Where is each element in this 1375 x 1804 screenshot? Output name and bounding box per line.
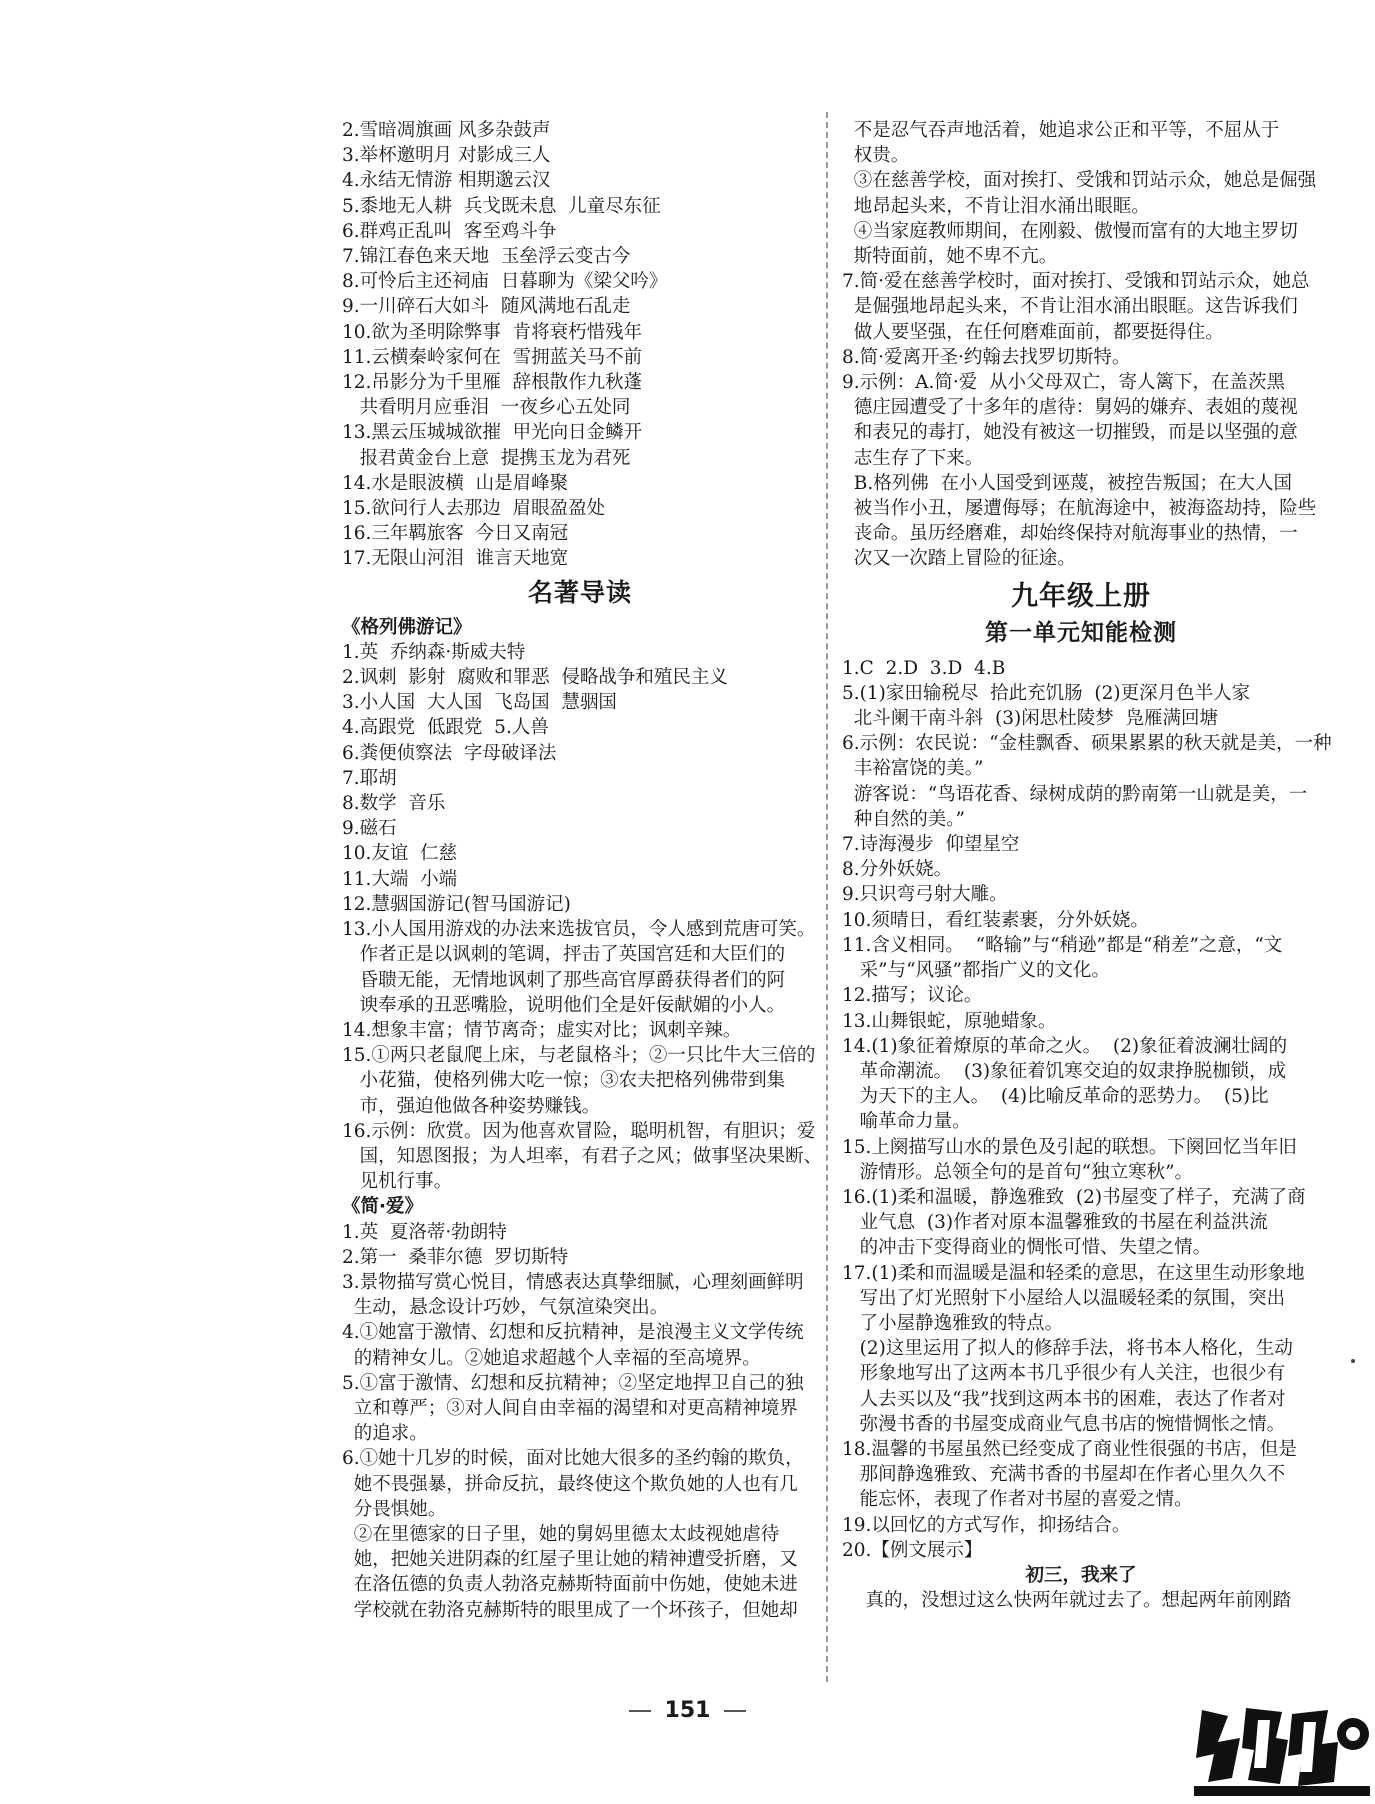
answer-line: 作者正是以讽刺的笔调，抨击了英国宫廷和大臣们的	[342, 944, 786, 966]
answer-line: 7.诗海漫步 仰望星空	[842, 834, 1020, 856]
answer-line: 的冲击下变得商业的惆怅可惜、失望之情。	[842, 1237, 1212, 1259]
answer-line: 6.示例：农民说：“金桂飘香、硕果累累的秋天就是美，一种	[842, 733, 1332, 755]
answer-line: 9.示例：A.简·爱 从小父母双亡，寄人篱下，在盖茨黑	[842, 372, 1286, 394]
answer-line: 3.景物描写赏心悦目，情感表达真挚细腻，心理刻画鲜明	[342, 1271, 804, 1293]
answer-line: 20.【例文展示】	[842, 1539, 983, 1561]
answer-line: 8.分外妖娆。	[842, 859, 953, 881]
answer-line: 15.①两只老鼠爬上床，与老鼠格斗；②一只比牛大三倍的	[342, 1045, 816, 1067]
answer-line: 13.黑云压城城欲摧 甲光向日金鳞开	[342, 422, 643, 444]
answer-line: 是倔强地昂起头来，不肯让泪水涌出眼眶。这告诉我们	[842, 296, 1298, 318]
answer-line: 12.吊影分为千里雁 辞根散作九秋蓬	[342, 372, 643, 394]
answer-line: 分畏惧她。	[342, 1498, 447, 1520]
answer-line: 喻革命力量。	[842, 1111, 971, 1133]
answer-line: 了小屋静逸雅致的特点。	[842, 1312, 1064, 1334]
answer-line: 见机行事。	[342, 1171, 453, 1193]
answer-line: 北斗阑干南斗斜 (3)闲思杜陵梦 凫雁满回塘	[842, 708, 1218, 730]
scan-speck	[1351, 1359, 1355, 1363]
answer-line: 7.简·爱在慈善学校时，面对挨打、受饿和罚站示众，她总	[842, 271, 1310, 293]
answer-line: B.格列佛 在小人国受到诬蔑，被控告叛国；在大人国	[842, 472, 1293, 494]
answer-line: 斯特面前，她不卑不亢。	[842, 246, 1058, 268]
answer-line: 德庄园遭受了十多年的虐待：舅妈的嫌弃、表姐的蔑视	[842, 397, 1298, 419]
answer-line: 生动，悬念设计巧妙，气氛渲染突出。	[342, 1297, 669, 1319]
answer-line: 形象地写出了这两本书几乎很少有人关注，也很少有	[842, 1363, 1286, 1385]
answer-line: (2)这里运用了拟人的修辞手法，将书本人格化，生动	[842, 1338, 1293, 1360]
answer-line: 3.举杯邀明月 对影成三人	[342, 145, 551, 167]
answer-line: 15.上阕描写山水的景色及引起的联想。下阕回忆当年旧	[842, 1136, 1297, 1158]
answer-line: 志生存了下来。	[842, 447, 984, 469]
answer-line: 16.示例：欣赏。因为他喜欢冒险，聪明机智，有胆识；爱	[342, 1120, 816, 1142]
essay-first-line: 真的，没想过这么快两年就过去了。想起两年前刚踏	[842, 1590, 1292, 1612]
answer-line: ④当家庭教师期间，在刚毅、傲慢而富有的大地主罗切	[842, 220, 1298, 242]
answer-line: 10.友谊 仁慈	[342, 843, 458, 865]
answer-line: 13.山舞银蛇，原驰蜡象。	[842, 1010, 1057, 1032]
answer-line: 谀奉承的丑恶嘴脸，说明他们全是奸佞献媚的小人。	[342, 994, 786, 1016]
answer-line: 为天下的主人。 (4)比喻反革命的恶势力。 (5)比	[842, 1086, 1269, 1108]
answer-line: 11.大端 小端	[342, 868, 458, 890]
answer-line: 18.温馨的书屋虽然已经变成了商业性很强的书店，但是	[842, 1438, 1297, 1460]
answer-line: 国，知恩图报；为人坦率，有君子之风；做事坚决果断、	[342, 1145, 823, 1167]
page-number-dash-left	[629, 1710, 651, 1712]
answer-line: 权贵。	[842, 145, 910, 167]
unit-title: 第一单元知能检测	[985, 619, 1177, 646]
book-title-jane-eyre: 《简·爱》	[342, 1196, 424, 1218]
answer-line: 和表兄的毒打，她没有被这一切摧毁，而是以坚强的意	[842, 422, 1298, 444]
right-column	[842, 118, 1332, 1613]
page-number	[0, 1698, 1375, 1723]
answer-line: 10.欲为圣明除弊事 肯将衰朽惜残年	[342, 321, 643, 343]
jane-eyre-answers-continued	[842, 118, 1320, 572]
answer-line: 地昂起头来，不肯让泪水涌出眼眶。	[842, 195, 1150, 217]
answer-line: ②在里德家的日子里，她的舅妈里德太太歧视她虐待	[342, 1523, 780, 1545]
answer-line: 11.含义相同。 “略输”与“稍逊”都是“稍差”之意，“文	[842, 934, 1283, 956]
answer-line: 做人要坚强，在任何磨难面前，都要挺得住。	[842, 321, 1224, 343]
answer-line: 14.(1)象征着燎原的革命之火。 (2)象征着波澜壮阔的	[842, 1035, 1288, 1057]
answer-line: 人去买以及“我”找到这两本书的困难，表达了作者对	[842, 1388, 1286, 1410]
answer-line: 她不畏强暴，拼命反抗，最终使这个欺负她的人也有几	[342, 1473, 798, 1495]
answer-line: 11.云横秦岭家何在 雪拥蓝关马不前	[342, 346, 643, 368]
answer-line: 游情形。总领全句的是首句“独立寒秋”。	[842, 1161, 1194, 1183]
answer-line: ③在慈善学校，面对挨打、受饿和罚站示众，她总是倔强	[842, 170, 1317, 192]
answer-line: 17.(1)柔和而温暖是温和轻柔的意思，在这里生动形象地	[842, 1262, 1305, 1284]
answer-line: 1.英 夏洛蒂·勃朗特	[342, 1221, 507, 1243]
answer-line: 小花猫，使格列佛大吃一惊；③农夫把格列佛带到集	[342, 1070, 786, 1092]
answer-line: 2.讽刺 影射 腐败和罪恶 侵略战争和殖民主义	[342, 667, 728, 689]
jane-eyre-answers	[342, 1220, 818, 1623]
answer-line: 8.简·爱离开圣·约翰去找罗切斯特。	[842, 346, 1131, 368]
answer-line: 16.(1)柔和温暖，静逸雅致 (2)书屋变了样子，充满了商	[842, 1186, 1306, 1208]
section-title: 名著导读	[527, 577, 632, 607]
answer-line: 采”与“风骚”都指广义的文化。	[842, 960, 1111, 982]
answer-line: 革命潮流。 (3)象征着饥寒交迫的奴隶挣脱枷锁，成	[842, 1060, 1287, 1082]
answer-line: 弥漫书香的书屋变成商业气息书店的惋惜惆怅之情。	[842, 1413, 1286, 1435]
grade-title: 九年级上册	[1011, 580, 1151, 612]
answer-line: 12.描写；议论。	[842, 985, 983, 1007]
answer-line: 4.高跟党 低跟党 5.人兽	[342, 717, 549, 739]
answer-line: 的追求。	[342, 1423, 428, 1445]
answer-line: 游客说：“鸟语花香、绿树成荫的黔南第一山就是美，一	[842, 783, 1308, 805]
answer-line: 14.想象丰富；情节离奇；虚实对比；讽刺辛辣。	[342, 1019, 742, 1041]
watermark-stamp	[1188, 1698, 1375, 1800]
gulliver-answers	[342, 640, 823, 1194]
answer-line: 13.小人国用游戏的办法来选拔官员，令人感到荒唐可笑。	[342, 919, 816, 941]
answer-line: 12.慧骃国游记(智马国游记)	[342, 893, 571, 915]
answer-line: 那间静逸雅致、充满书香的书屋却在作者心里久久不	[842, 1464, 1286, 1486]
answer-line: 的精神女儿。②她追求超越个人幸福的至高境界。	[342, 1347, 761, 1369]
answer-line: 不是忍气吞声地活着，她追求公正和平等，不屈从于	[842, 120, 1280, 141]
answer-line: 14.水是眼波横 山是眉峰聚	[342, 472, 569, 494]
answer-line: 立和尊严；③对人间自由幸福的渴望和对更高精神境界	[342, 1397, 798, 1419]
column-divider	[826, 112, 828, 1682]
page-number-value: 151	[664, 1698, 711, 1723]
answer-line: 她，把她关进阴森的红屋子里让她的精神遭受折磨，又	[342, 1549, 798, 1571]
book-title-gulliver: 《格列佛游记》	[342, 616, 472, 638]
answer-line: 市，强迫他做各种姿势赚钱。	[342, 1095, 601, 1117]
answer-line: 8.可怜后主还祠庙 日暮聊为《梁父吟》	[342, 271, 668, 293]
answer-line: 1.英 乔纳森·斯威夫特	[342, 641, 526, 663]
answer-line: 16.三年羁旅客 今日又南冠	[342, 523, 569, 545]
answer-line: 5.黍地无人耕 兵戈既未息 儿童尽东征	[342, 195, 661, 217]
answer-line: 10.须晴日，看红装素裹，分外妖娆。	[842, 909, 1149, 931]
answer-line: 3.小人国 大人国 飞岛国 慧骃国	[342, 692, 617, 714]
answer-line: 9.一川碎石大如斗 随风满地石乱走	[342, 296, 631, 318]
essay-title: 初三，我来了	[1025, 1564, 1137, 1586]
poem-answers	[342, 118, 818, 572]
answer-line: 能忘怀，表现了作者对书屋的喜爱之情。	[842, 1489, 1193, 1511]
answer-line: 次又一次踏上冒险的征途。	[842, 548, 1076, 570]
answer-line: 4.①她富于激情、幻想和反抗精神，是浪漫主义文学传统	[342, 1322, 804, 1344]
answer-line: 9.磁石	[342, 818, 397, 840]
answer-line: 8.数学 音乐	[342, 793, 446, 815]
answer-line: 丧命。虽历经磨难，却始终保持对航海事业的热情，一	[842, 523, 1298, 545]
answer-line: 报君黄金台上意 提携玉龙为君死	[342, 447, 631, 469]
answer-line: 15.欲问行人去那边 眉眼盈盈处	[342, 498, 606, 520]
answer-line: 2.第一 桑菲尔德 罗切斯特	[342, 1246, 569, 1268]
unit-answers	[842, 656, 1332, 1563]
answer-line: 5.(1)家田输税尽 拾此充饥肠 (2)更深月色半人家	[842, 682, 1251, 704]
answer-line: 7.锦江春色来天地 玉垒浮云变古今	[342, 246, 631, 268]
answer-line: 昏聩无能，无情地讽刺了那些高官厚爵获得者们的阿	[342, 969, 786, 991]
answer-line: 17.无限山河泪 谁言天地宽	[342, 548, 569, 570]
answer-line: 种自然的美。”	[842, 808, 965, 830]
answer-line: 业气息 (3)作者对原本温馨雅致的书屋在利益洪流	[842, 1212, 1268, 1234]
answer-line: 2.雪暗凋旗画 风多杂鼓声	[342, 120, 551, 141]
answer-line: 19.以回忆的方式写作，抑扬结合。	[842, 1514, 1131, 1536]
left-column	[342, 118, 823, 1623]
answer-line: 在洛伍德的负责人勃洛克赫斯特面前中伤她，使她未进	[342, 1574, 798, 1596]
answer-line: 6.①她十几岁的时候，面对比她大很多的圣约翰的欺负，	[342, 1448, 804, 1470]
answer-line: 6.群鸡正乱叫 客至鸡斗争	[342, 220, 557, 242]
answer-line: 丰裕富饶的美。”	[842, 758, 984, 780]
answer-line: 1.C 2.D 3.D 4.B	[842, 657, 1006, 679]
answer-line: 9.只识弯弓射大雕。	[842, 884, 1008, 906]
answer-line: 被当作小丑，屡遭侮辱；在航海途中，被海盗劫持，险些	[842, 498, 1317, 520]
answer-line: 7.耶胡	[342, 767, 397, 789]
answer-line: 共看明月应垂泪 一夜乡心五处同	[342, 397, 631, 419]
answer-line: 4.永结无情游 相期邈云汉	[342, 170, 551, 192]
answer-line: 学校就在勃洛克赫斯特的眼里成了一个坏孩子，但她却	[342, 1599, 798, 1621]
answer-line: 6.粪便侦察法 字母破译法	[342, 742, 557, 764]
page-number-dash-right	[724, 1710, 746, 1712]
answer-line: 写出了灯光照射下小屋给人以温暖轻柔的氛围，突出	[842, 1287, 1286, 1309]
answer-line: 5.①富于激情、幻想和反抗精神；②坚定地捍卫自己的独	[342, 1372, 804, 1394]
watermark-logo-icon	[1188, 1698, 1375, 1800]
